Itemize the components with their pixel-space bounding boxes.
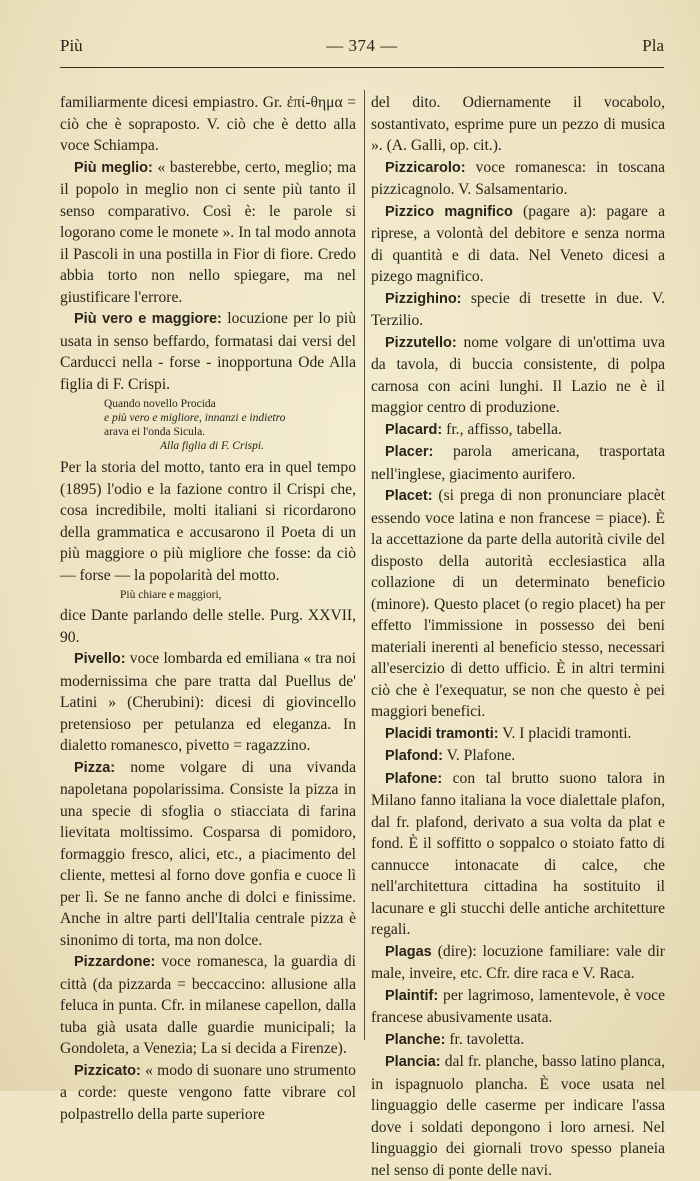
entry-placer: Placer: parola americana, trasportata nell'inglese, giacimento aurifero. bbox=[371, 443, 665, 483]
verse-source: Alla figlia di F. Crispi. bbox=[160, 440, 264, 452]
page-number: — 374 — bbox=[326, 36, 398, 55]
entry-placidi-tramonti: Placidi tramonti: V. I placidi tramonti. bbox=[385, 724, 632, 742]
entry-continuation: familiarmente dicesi empiastro. Gr. ἐπί-θημα = ciò che è sopraposto. V. ciò che è detto alla voce Schiampa. bbox=[60, 94, 356, 154]
paragraph-motto-history: Per la storia del motto, tanto era in quel tempo (1895) l'odio e la fazione contro il Crispi che, cosa incredibile, molti italiani si ricordarono della grammatica e accusarono il Poeta di un più maggiore o più migliore che fosse: da ciò — forse — la popolarità del motto. bbox=[60, 459, 356, 584]
entry-pizzicato: Pizzicato: « modo di suonare uno strumento a corde: queste vengono fatte vibrare col polpastrello della parte superiore bbox=[60, 1061, 356, 1123]
entry-continuation: del dito. Odiernamente il vocabolo, sostantivato, esprime pure un pezzo di musica ». (A. Galli, op. cit.). bbox=[371, 94, 665, 154]
page-header bbox=[60, 36, 664, 62]
dante-quote: Più chiare e maggiori, bbox=[120, 589, 222, 601]
header-left-guideword: Più bbox=[60, 36, 83, 55]
entry-placard: Placard: fr., affisso, tabella. bbox=[385, 420, 562, 438]
entry-pizzicarolo: Pizzicarolo: voce romanesca: in toscana pizzicagnolo. V. Salsamentario. bbox=[371, 158, 665, 198]
left-column bbox=[60, 92, 356, 1125]
entry-pizzico-magnifico: Pizzico magnifico (pagare a): pagare a riprese, a volontà del debitore e senza norma di quantità e di data. Nel Veneto dicesi a pizego magnifico. bbox=[371, 202, 665, 285]
paragraph-dante-ref: dice Dante parlando delle stelle. Purg. XXVII, 90. bbox=[60, 607, 356, 646]
column-divider bbox=[364, 90, 365, 1040]
entry-plancia: Plancia: dal fr. planche, basso latino planca, in ispagnuolo plancha. È voce usata nel linguaggio delle caserme per indicare l'assa dove i soldati depongono i loro arnesi. Nel linguaggio dei giornali trovo spesso planeia nel senso di ponte delle navi. bbox=[371, 1053, 665, 1179]
entry-pizza: Pizza: nome volgare di una vivanda napoletana popolarissima. Consiste la pizza in una specie di sfoglia o stiacciata di farina lievitata moltissimo. Cosparsa di pomidoro, formaggio fresco, alici, etc., a piacimento del cliente, mettesi al forno dove gonfia e cuoce lì per lì. Se ne fanno anche di dolci e finissime. Anche in altre parti dell'Italia centrale pizza è sinonimo di torta, ma non dolce. bbox=[60, 758, 356, 949]
entry-placet: Placet: (si prega di non pronunciare placèt essendo voce latina e non francese = piace). È la accettazione da parte della autorità civile del disposto della autorità ecclesiastica alla collazione di un determinato beneficio (minore). Questo placet (o regio placet) ha per effetto l'immissione in possesso dei beni materiali inerenti al beneficio stesso, necessari all'esercizio di detto ufficio. È in altri termini ciò che è l'exequatur, se non che questo è pei maggiori benefici. bbox=[371, 487, 665, 720]
entry-plaintif: Plaintif: per lagrimoso, lamentevole, è voce francese abusivamente usata. bbox=[371, 986, 665, 1026]
entry-plafond: Plafond: V. Plafone. bbox=[385, 747, 516, 764]
entry-piu-vero-e-maggiore: Più vero e maggiore: locuzione per lo più usata in senso beffardo, formatasi dai versi del Carducci nella - forse - inopportuna Ode Alla figlia di F. Crispi. bbox=[60, 310, 356, 393]
entry-plagas: Plagas (dire): locuzione familiare: vale dir male, inveire, etc. Cfr. dire raca e V. Raca. bbox=[371, 942, 665, 982]
entry-pizzardone: Pizzardone: voce romanesca, la guardia di città (da pizzarda = beccaccino: allusione alla feluca in punta. Cfr. in milanese capellon, dalla tuba già usata dalle guardie municipali; la Gondoleta, a Venezia; La si decida a Firenze). bbox=[60, 953, 356, 1057]
entry-pivello: Pivello: voce lombarda ed emiliana « tra noi modernissima che pare tratta dal Puellus de' Latini » (Cherubini): dicesi di giovincello pretensioso per petulanza ed eleganza. In dialetto romanesco, pivetto = ragazzino. bbox=[60, 650, 356, 754]
verse-quote: Quando novello Procida e più vero e migliore, innanzi e indietro arava ei l'onda Sicula. Alla figlia di F. Crispi. bbox=[104, 397, 356, 453]
header-rule bbox=[60, 67, 664, 68]
entry-pizzighino: Pizzighino: specie di tresette in due. V. Terzilio. bbox=[371, 289, 665, 329]
entry-piu-meglio: Più meglio: « basterebbe, certo, meglio; ma il popolo in meglio non ci sente più tanto il senso comparativo. Così è: le parole si logorano come le monete ». In tal modo annota il Pascoli in una postilla in Fior di fiore. Credo abbia torto non nello spiegare, ma nel giustificare l'errore. bbox=[60, 158, 356, 306]
right-column bbox=[371, 92, 665, 1181]
entry-planche: Planche: fr. tavoletta. bbox=[385, 1030, 525, 1048]
entry-pizzutello: Pizzutello: nome volgare di un'ottima uva da tavola, di buccia consistente, di polpa carnosa con acini lunghi. Il Lazio ne è il maggior centro di produzione. bbox=[371, 333, 666, 416]
header-right-guideword: Pla bbox=[642, 36, 664, 55]
entry-plafone: Plafone: con tal brutto suono talora in Milano fanno italiana la voce dialettale plafon, dal fr. plafond, derivato a sua volta da plat e fond. È il soffitto o soppalco o stoiato fatto di cannucce intonacate di calce, che nell'architettura cittadina ha sostituito il lacunare e gli stucchi delle antiche architetture regali. bbox=[371, 769, 665, 938]
